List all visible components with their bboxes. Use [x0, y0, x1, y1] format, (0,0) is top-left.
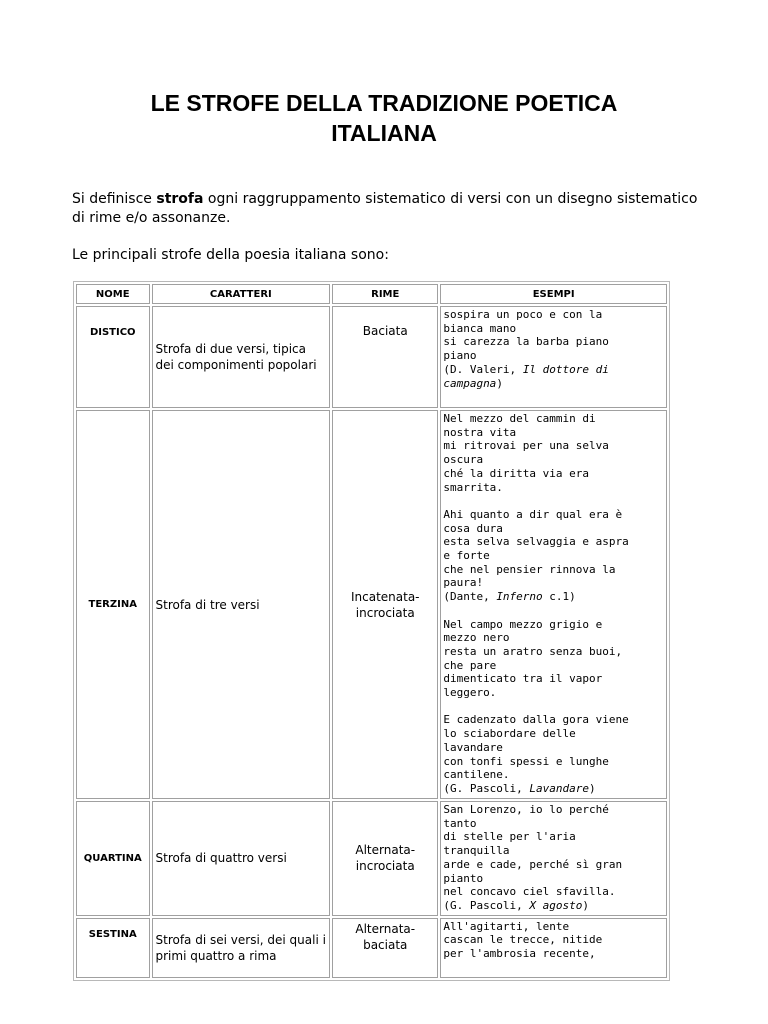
stanza-gap — [443, 700, 664, 714]
citation — [443, 590, 664, 604]
citation-author: (Dante, — [443, 590, 497, 604]
verse-line: bianca mano — [443, 321, 517, 335]
verse-line: mi ritrovai per una selva — [443, 439, 609, 453]
verse-line: sospira un poco e con la — [443, 308, 603, 321]
cell-caratteri: Strofa di sei versi, dei quali i primi quattro a rima — [152, 918, 331, 978]
verse-line: arde e cade, perché sì gran — [443, 857, 623, 871]
verse-line: All'agitarti, lente — [443, 919, 570, 933]
cell-nome: QUARTINA — [76, 801, 150, 916]
cell-rime: Baciata — [332, 306, 438, 408]
citation-author: (G. Pascoli, — [443, 898, 530, 912]
lead-paragraph: Le principali strofe della poesia italiana sono: — [72, 247, 389, 263]
cell-nome: TERZINA — [76, 410, 150, 799]
cell-caratteri: Strofa di quattro versi — [152, 801, 331, 916]
intro-keyword: strofa — [156, 191, 204, 207]
verse-line: pianto — [443, 871, 484, 885]
verse-line: dimenticato tra il vapor — [443, 672, 603, 686]
table-header-row — [76, 284, 667, 304]
verse-line: oscura — [443, 453, 484, 467]
cell-nome: DISTICO — [76, 306, 150, 408]
verse-line: smarrita. — [443, 480, 503, 494]
cell-rime: Incatenata-incrociata — [332, 410, 438, 799]
verse-line: resta un aratro senza buoi, — [443, 644, 623, 658]
verse-line: ché la diritta via era — [443, 466, 590, 480]
cell-esempi — [440, 306, 667, 408]
verse-line: Nel campo mezzo grigio e — [443, 617, 603, 631]
citation-author: (G. Pascoli, — [443, 781, 530, 795]
table-row — [76, 306, 667, 408]
citation — [443, 899, 664, 913]
citation-work: X agosto — [529, 898, 583, 912]
verse-line: San Lorenzo, io lo perché — [443, 803, 609, 816]
cell-nome: SESTINA — [76, 918, 150, 978]
cell-rime: Alternata-baciata — [332, 918, 438, 978]
verse-line: piano — [443, 349, 477, 363]
cell-esempi — [440, 801, 667, 916]
page-title — [0, 88, 768, 148]
verse-line: nostra vita — [443, 425, 517, 439]
citation-cont — [443, 377, 664, 391]
verse-line: E cadenzato dalla gora viene — [443, 713, 629, 727]
verse-line: esta selva selvaggia e aspra — [443, 535, 629, 549]
cell-esempi — [440, 918, 667, 978]
verse-line: lavandare — [443, 740, 503, 754]
intro-text-before: Si definisce — [72, 191, 157, 207]
verse-line: Nel mezzo del cammin di — [443, 412, 596, 425]
verse-line: lo sciabordare delle — [443, 727, 576, 741]
verse-line: paura! — [443, 576, 484, 590]
verse-line: cascan le trecce, nitide — [443, 933, 603, 947]
verse-line: nel concavo ciel sfavilla. — [443, 885, 616, 899]
verse-line: che nel pensier rinnova la — [443, 562, 616, 576]
stanza-gap — [443, 604, 664, 618]
citation-work: Il dottore di — [522, 362, 609, 376]
strofe-table — [73, 281, 670, 981]
citation-work-cont: campagna — [443, 376, 497, 390]
cell-caratteri: Strofa di due versi, tipica dei componimenti popolari — [152, 306, 331, 408]
citation-close: ) — [589, 781, 596, 795]
citation — [443, 782, 664, 796]
header-nome: NOME — [76, 284, 150, 304]
citation-work: Lavandare — [529, 781, 590, 795]
verse-line: cosa dura — [443, 521, 503, 535]
verse-line: per l'ambrosia recente, — [443, 947, 596, 961]
citation-close: ) — [582, 898, 590, 912]
table-row — [76, 801, 667, 916]
verse-line: leggero. — [443, 686, 497, 700]
verse-line: e forte — [443, 549, 490, 563]
stanza-gap — [443, 494, 664, 508]
intro-text-after: ogni raggruppamento sistematico di versi con un disegno sistematico di rime e/o assonanze. — [72, 191, 698, 226]
citation-author: (D. Valeri, — [443, 362, 523, 376]
table-row — [76, 410, 667, 799]
verse-line: tranquilla — [443, 844, 510, 858]
verse-line: mezzo nero — [443, 631, 510, 645]
verse-line: cantilene. — [443, 768, 510, 782]
citation — [443, 363, 664, 377]
verse-line: Ahi quanto a dir qual era è — [443, 507, 623, 521]
citation-close: c.1) — [542, 590, 576, 604]
verse-line: di stelle per l'aria — [443, 830, 576, 844]
cell-esempi — [440, 410, 667, 799]
cell-rime: Alternata-incrociata — [332, 801, 438, 916]
verse-line: con tonfi spessi e lunghe — [443, 754, 609, 768]
header-caratteri: CARATTERI — [152, 284, 331, 304]
header-esempi: ESEMPI — [440, 284, 667, 304]
title-line-1: LE STROFE DELLA TRADIZIONE POETICA — [150, 90, 618, 116]
header-rime: RIME — [332, 284, 438, 304]
title-line-2: ITALIANA — [331, 120, 437, 146]
citation-close: ) — [496, 376, 503, 390]
verse-line: tanto — [443, 816, 477, 830]
table-row — [76, 918, 667, 978]
cell-caratteri: Strofa di tre versi — [152, 410, 331, 799]
verse-line: che pare — [443, 658, 497, 672]
verse-line: si carezza la barba piano — [443, 335, 609, 349]
intro-paragraph — [72, 190, 702, 228]
citation-work: Inferno — [496, 590, 543, 604]
